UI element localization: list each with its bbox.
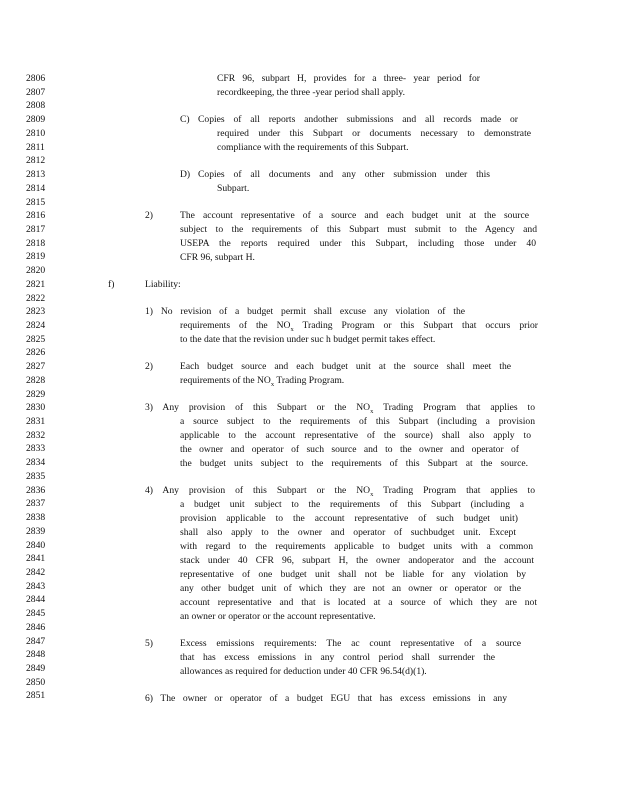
paragraph-line: 4) Any provision of this Subpart or the $NO_x$ Trading Program that applies to: [145, 485, 535, 498]
paragraph-line: provision applicable to the account representative of such budget unit): [180, 513, 518, 524]
paragraph-line: with regard to the requirements applicable to budget units with a common: [180, 541, 533, 552]
line-number: 2820: [26, 265, 46, 277]
paragraph-line: Subpart.: [217, 183, 250, 194]
line-number: 2812: [26, 155, 46, 167]
line-number: 2849: [26, 663, 46, 674]
line-number: 2831: [26, 416, 46, 427]
item-label: 2): [145, 361, 153, 372]
paragraph-line: allowances as required for deduction under 40 CFR 96.54(d)(1).: [180, 666, 427, 677]
line-number: 2842: [26, 566, 46, 578]
line-number: 2822: [26, 292, 46, 304]
line-number: 2839: [26, 525, 46, 537]
line-number: 2815: [26, 196, 46, 208]
line-number: 2838: [26, 512, 46, 523]
paragraph-line: The account representative of a source and each budget unit at the source: [180, 210, 529, 221]
paragraph-line: the owner and operator of such source and to the owner and operator of: [180, 444, 519, 455]
paragraph-line: compliance with the requirements of this Subpart.: [217, 142, 409, 153]
line-number: 2808: [26, 100, 46, 112]
line-number: 2841: [26, 553, 46, 565]
paragraph-line: subject to the requirements of this Subpart must submit to the Agency and: [180, 224, 537, 235]
line-number: 2828: [26, 374, 46, 386]
paragraph-line: 6) The owner or operator of a budget EGU that has excess emissions in any: [145, 693, 507, 704]
paragraph-line: the budget units subject to the requirements of this Subpart at the source.: [180, 458, 528, 469]
line-number: 2823: [26, 306, 46, 318]
line-number: 2827: [26, 361, 46, 373]
paragraph-line: a budget unit subject to the requirements of this Subpart (including a: [180, 499, 524, 510]
paragraph-line: recordkeeping, the three -year period shall apply.: [217, 87, 405, 98]
paragraph-line: stack under 40 CFR 96, subpart H, the owner andoperator and the account: [180, 555, 534, 566]
line-number: 2825: [26, 333, 46, 345]
paragraph-line: Each budget source and each budget unit at the source shall meet the: [180, 361, 511, 372]
paragraph-line: Copies of all reports andother submissions and all records made or: [198, 114, 518, 125]
line-number: 2851: [26, 690, 46, 702]
line-number: 2837: [26, 498, 46, 510]
paragraph-line: to the date that the revision under suc h budget permit takes effect.: [180, 334, 436, 345]
paragraph-line: requirements of the $NO_x$ Trading Program or this Subpart that occurs prior: [180, 320, 538, 333]
paragraph-line: required under this Subpart or documents necessary to demonstrate: [217, 128, 531, 139]
paragraph-line: shall also apply to the owner and operator of suchbudget unit. Except: [180, 527, 516, 538]
line-number: 2829: [26, 388, 46, 400]
paragraph-line: CFR 96, subpart H.: [180, 252, 255, 263]
paragraph-line: CFR 96, subpart H, provides for a three- year period for: [217, 73, 480, 84]
item-label: C): [180, 114, 190, 125]
line-number: 2818: [26, 237, 46, 249]
section-heading: Liability:: [145, 279, 181, 290]
paragraph-line: that has excess emissions in any control period shall surrender the: [180, 652, 495, 663]
item-label: D): [180, 169, 191, 180]
line-number: 2817: [26, 223, 46, 235]
line-number: 2845: [26, 608, 46, 620]
paragraph-line: applicable to the account representative of the source) shall also apply to: [180, 430, 531, 441]
line-number: 2813: [26, 169, 46, 180]
line-number: 2834: [26, 457, 46, 469]
line-number: 2840: [26, 539, 46, 551]
line-number: 2821: [26, 278, 46, 290]
paragraph-line: USEPA the reports required under this Subpart, including those under 40: [180, 238, 536, 249]
line-number: 2850: [26, 676, 46, 688]
line-number: 2810: [26, 127, 46, 139]
line-number: 2809: [26, 114, 46, 126]
line-number: 2806: [26, 73, 46, 84]
line-number: 2830: [26, 402, 46, 414]
line-number: 2848: [26, 649, 46, 661]
line-number: 2811: [26, 141, 45, 153]
item-label: 5): [145, 638, 153, 649]
paragraph-line: requirements of the $NO_x$ Trading Program.: [180, 375, 345, 388]
line-number: 2836: [26, 484, 46, 496]
paragraph-line: Excess emissions requirements: The ac count representative of a source: [180, 638, 521, 649]
line-number: 2826: [26, 347, 46, 359]
line-number: 2833: [26, 443, 46, 455]
line-number: 2819: [26, 251, 46, 263]
paragraph-line: an owner or operator or the account representative.: [180, 611, 376, 622]
paragraph-line: account representative and that is located at a source of which they are not: [180, 597, 537, 608]
line-number: 2843: [26, 580, 46, 592]
paragraph-line: 3) Any provision of this Subpart or the $NO_x$ Trading Program that applies to: [145, 402, 535, 415]
line-number: 2832: [26, 429, 46, 441]
paragraph-line: representative of one budget unit shall not be liable for any violation by: [180, 569, 526, 580]
paragraph-line: any other budget unit of which they are not an owner or operator or the: [180, 583, 521, 594]
item-label: 2): [145, 210, 153, 221]
paragraph-line: a source subject to the requirements of this Subpart (including a provision: [180, 416, 535, 427]
line-number: 2807: [26, 86, 46, 98]
line-number: 2846: [26, 621, 46, 633]
line-number: 2814: [26, 182, 46, 194]
line-number: 2835: [26, 470, 46, 482]
paragraph-line: 1) No revision of a budget permit shall excuse any violation of the: [145, 306, 465, 317]
line-number: 2847: [26, 635, 46, 647]
paragraph-line: Copies of all documents and any other submission under this: [198, 169, 490, 180]
item-label: f): [108, 279, 115, 290]
line-number: 2816: [26, 210, 46, 222]
line-number: 2844: [26, 594, 46, 606]
line-number: 2824: [26, 320, 46, 331]
